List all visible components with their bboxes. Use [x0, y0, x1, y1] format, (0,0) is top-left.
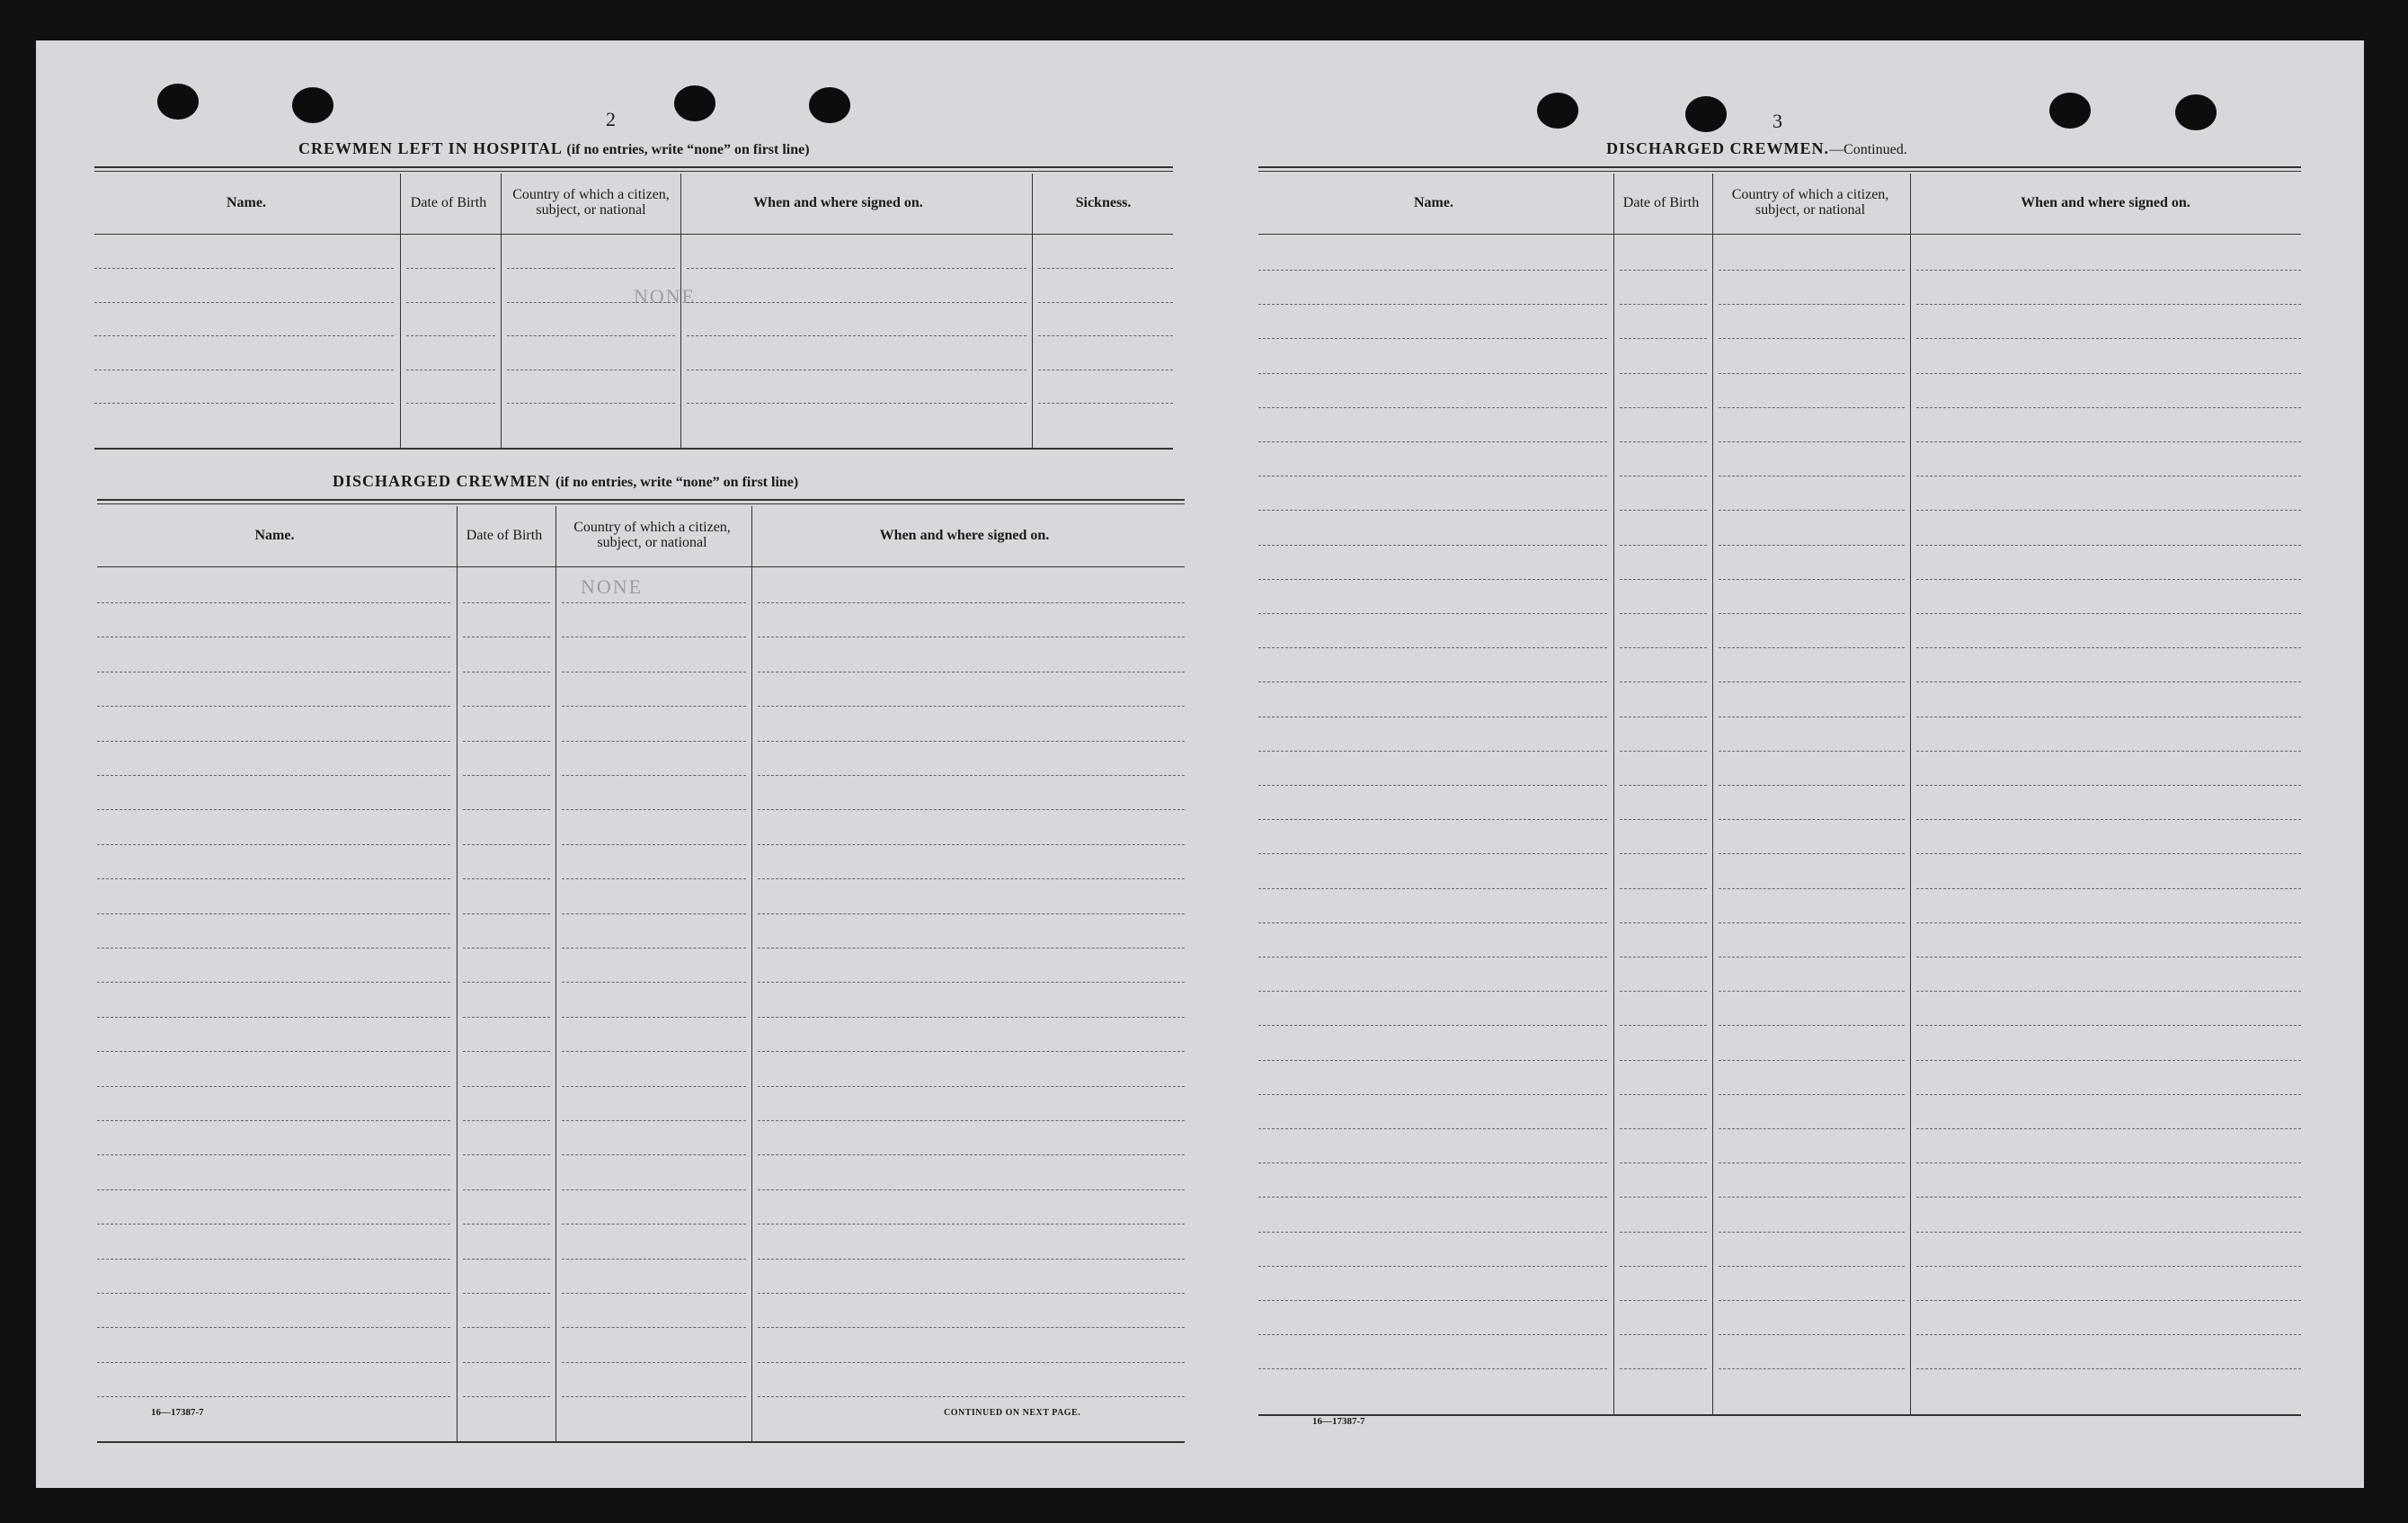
entry-line: [1620, 922, 1707, 923]
column-header-signed-on: When and where signed on.: [753, 194, 923, 210]
hospital-section-title: [298, 139, 810, 158]
entry-line: [758, 1293, 1185, 1294]
entry-line: [1258, 785, 1607, 786]
column-header-date-of-birth: Date of Birth: [410, 194, 487, 210]
entry-line: [463, 741, 550, 742]
entry-line: [463, 1259, 550, 1260]
discharged-continued-title-text: DISCHARGED CREWMEN.: [1606, 139, 1830, 157]
entry-line: [758, 1017, 1185, 1018]
entry-line: [97, 1293, 450, 1294]
column-divider: [1613, 174, 1614, 1416]
discharged-title-text: DISCHARGED CREWMEN: [333, 472, 551, 490]
punch-hole: [2049, 93, 2091, 129]
entry-line: [1258, 579, 1607, 580]
entry-line: [758, 948, 1185, 949]
entry-line: [1719, 1025, 1905, 1026]
column-header-signed-on: When and where signed on.: [879, 527, 1050, 543]
entry-line: [1916, 613, 2301, 614]
column-divider: [751, 506, 752, 1443]
entry-line: [97, 809, 450, 810]
entry-line: [406, 268, 495, 269]
entry-line: [1719, 545, 1905, 546]
punch-hole: [292, 87, 333, 123]
entry-line: [1258, 1368, 1607, 1369]
table-rule: [94, 171, 1173, 172]
entry-line: [1620, 819, 1707, 820]
entry-line: [1258, 1334, 1607, 1335]
entry-line: [406, 403, 495, 404]
entry-line: [1620, 613, 1707, 614]
entry-line: [1258, 1025, 1607, 1026]
entry-line: [1258, 270, 1607, 271]
form-number: 16—17387-7: [1312, 1416, 1365, 1427]
entry-line: [1719, 1300, 1905, 1301]
entry-line: [562, 741, 746, 742]
page-number: 2: [606, 108, 616, 130]
entry-line: [687, 335, 1026, 336]
column-divider: [501, 174, 502, 448]
entry-line: [507, 403, 675, 404]
entry-line: [758, 1120, 1185, 1121]
entry-line: [1916, 270, 2301, 271]
entry-line: [463, 1293, 550, 1294]
entry-line: [1916, 922, 2301, 923]
entry-line: [1620, 1197, 1707, 1198]
entry-line: [463, 1396, 550, 1397]
entry-line: [1258, 304, 1607, 305]
entry-line: [97, 1224, 450, 1225]
entry-line: [1916, 510, 2301, 511]
entry-line: [97, 1362, 450, 1363]
entry-line: [97, 706, 450, 707]
entry-line: [1258, 1060, 1607, 1061]
entry-line: [687, 403, 1026, 404]
entry-line: [1620, 1300, 1707, 1301]
entry-line: [1719, 1232, 1905, 1233]
entry-line: [1916, 888, 2301, 889]
entry-line: [1038, 302, 1173, 303]
entry-line: [1620, 785, 1707, 786]
entry-line: [507, 335, 675, 336]
entry-line: [1719, 1266, 1905, 1267]
discharged-table: [97, 499, 1185, 1443]
entry-line: [1620, 407, 1707, 408]
entry-line: [1258, 819, 1607, 820]
entry-line: [1258, 888, 1607, 889]
entry-line: [507, 302, 675, 303]
discharged-section-title: [333, 472, 798, 491]
entry-line: [1719, 1094, 1905, 1095]
hospital-table: [94, 166, 1173, 450]
entry-line: [758, 878, 1185, 879]
column-header-date-of-birth: Date of Birth: [1622, 194, 1700, 210]
entry-line: [758, 1224, 1185, 1225]
entry-line: [1916, 647, 2301, 648]
entry-line: [1620, 270, 1707, 271]
entry-line: [1258, 545, 1607, 546]
entry-line: [1719, 1162, 1905, 1163]
table-foot-rule: [97, 1441, 1185, 1443]
entry-line: [1719, 441, 1905, 442]
entry-line: [1719, 1334, 1905, 1335]
entry-line: [97, 775, 450, 776]
table-foot-rule: [94, 448, 1173, 450]
column-divider: [1910, 174, 1911, 1416]
column-divider: [1712, 174, 1713, 1416]
entry-line: [463, 878, 550, 879]
entry-line: [758, 1396, 1185, 1397]
column-divider: [1032, 174, 1033, 448]
entry-line: [1916, 785, 2301, 786]
entry-line: [1916, 304, 2301, 305]
entry-line: [97, 948, 450, 949]
entry-line: [758, 775, 1185, 776]
entry-line: [1719, 819, 1905, 820]
entry-line: [562, 878, 746, 879]
entry-line: [1258, 991, 1607, 992]
entry-line: [463, 1224, 550, 1225]
entry-line: [562, 982, 746, 983]
entry-line: [1258, 1300, 1607, 1301]
entry-line: [1719, 270, 1905, 271]
entry-line: [1719, 338, 1905, 339]
entry-line: [1916, 1128, 2301, 1129]
table-foot-rule: [1258, 1414, 2301, 1416]
entry-line: [1916, 1094, 2301, 1095]
entry-line: [1916, 579, 2301, 580]
table-rule: [97, 503, 1185, 504]
entry-line: [97, 1189, 450, 1190]
entry-line: [562, 1017, 746, 1018]
entry-line: [1258, 1162, 1607, 1163]
entry-line: [758, 982, 1185, 983]
entry-line: [1620, 545, 1707, 546]
entry-line: [758, 1086, 1185, 1087]
entry-line: [1719, 991, 1905, 992]
entry-line: [758, 706, 1185, 707]
entry-line: [1916, 1368, 2301, 1369]
entry-line: [463, 809, 550, 810]
entry-line: [1258, 338, 1607, 339]
entry-line: [1916, 1300, 2301, 1301]
entry-line: [1719, 888, 1905, 889]
entry-line: [1719, 579, 1905, 580]
document-sheet: [36, 40, 2364, 1488]
entry-line: [758, 1362, 1185, 1363]
entry-line: [1719, 785, 1905, 786]
entry-line: [1620, 1128, 1707, 1129]
entry-line: [1916, 1060, 2301, 1061]
entry-line: [1916, 338, 2301, 339]
entry-line: [1620, 510, 1707, 511]
entry-line: [97, 878, 450, 879]
entry-line: [97, 602, 450, 603]
entry-line: [97, 1396, 450, 1397]
entry-line: [562, 1327, 746, 1328]
page-number: 3: [1773, 110, 1782, 132]
entry-line: [1916, 681, 2301, 682]
entry-line: [463, 913, 550, 914]
punch-hole: [2175, 94, 2217, 130]
entry-line: [1719, 407, 1905, 408]
discharged-continued-title: [1606, 139, 1907, 158]
column-divider: [680, 174, 681, 448]
entry-line: [562, 602, 746, 603]
entry-line: [1258, 407, 1607, 408]
punch-hole: [1537, 93, 1578, 129]
column-header-sickness: Sickness.: [1075, 194, 1132, 210]
entry-line: [562, 1154, 746, 1155]
entry-line: [562, 844, 746, 845]
entry-line: [97, 844, 450, 845]
entry-line: [97, 982, 450, 983]
entry-line: [1719, 1128, 1905, 1129]
column-header-date-of-birth: Date of Birth: [466, 527, 543, 543]
entry-line: [758, 1189, 1185, 1190]
entry-line: [1719, 922, 1905, 923]
entry-line: [1719, 681, 1905, 682]
punch-hole: [1685, 96, 1727, 132]
entry-line: [1719, 613, 1905, 614]
entry-line: [1038, 268, 1173, 269]
entry-line: [97, 1120, 450, 1121]
punch-hole: [809, 87, 850, 123]
entry-line: [562, 913, 746, 914]
table-rule: [97, 499, 1185, 501]
entry-line: [1620, 1094, 1707, 1095]
entry-line: [1620, 373, 1707, 374]
entry-line: [1719, 1368, 1905, 1369]
entry-line: [1719, 373, 1905, 374]
entry-line: [1258, 373, 1607, 374]
entry-line: [562, 775, 746, 776]
entry-line: [1258, 853, 1607, 854]
entry-line: [463, 706, 550, 707]
entry-line: [562, 1396, 746, 1397]
entry-line: [1258, 751, 1607, 752]
entry-line: [687, 268, 1026, 269]
entry-line: [463, 1189, 550, 1190]
entry-line: [1916, 1232, 2301, 1233]
punch-hole: [157, 84, 199, 120]
entry-line: [507, 268, 675, 269]
entry-line: [758, 741, 1185, 742]
entry-line: [463, 1327, 550, 1328]
entry-line: [97, 1086, 450, 1087]
entry-line: [562, 1120, 746, 1121]
entry-line: [463, 775, 550, 776]
entry-line: [1620, 1060, 1707, 1061]
hospital-title-text: CREWMEN LEFT IN HOSPITAL: [298, 139, 562, 157]
entry-line: [1258, 510, 1607, 511]
entry-line: [1258, 1128, 1607, 1129]
entry-line: [1258, 1266, 1607, 1267]
column-header-name: Name.: [254, 527, 295, 543]
entry-line: [1916, 545, 2301, 546]
entry-line: [97, 913, 450, 914]
entry-line: [1620, 1162, 1707, 1163]
entry-line: [97, 1154, 450, 1155]
entry-line: [1258, 681, 1607, 682]
entry-line: [97, 1327, 450, 1328]
entry-line: [562, 1362, 746, 1363]
entry-line: [1620, 1368, 1707, 1369]
entry-line: [1916, 441, 2301, 442]
entry-line: [1258, 647, 1607, 648]
entry-line: [687, 302, 1026, 303]
entry-line: [1719, 1197, 1905, 1198]
header-rule: [94, 234, 1173, 235]
hospital-title-note: (if no entries, write “none” on first line): [566, 142, 810, 157]
entry-line: [463, 1362, 550, 1363]
discharged-continued-table: [1258, 166, 2301, 1416]
entry-line: [1620, 751, 1707, 752]
entry-line: [1620, 888, 1707, 889]
entry-line: [1038, 403, 1173, 404]
entry-line: [562, 1189, 746, 1190]
form-number: 16—17387-7: [151, 1407, 204, 1418]
entry-line: [1916, 751, 2301, 752]
none-stamp: NONE: [634, 285, 697, 307]
column-header-country: Country of which a citizen, subject, or national: [512, 187, 670, 218]
entry-line: [758, 913, 1185, 914]
column-divider: [400, 174, 401, 448]
entry-line: [1916, 407, 2301, 408]
entry-line: [1916, 819, 2301, 820]
entry-line: [562, 1086, 746, 1087]
entry-line: [1258, 1094, 1607, 1095]
column-header-country: Country of which a citizen, subject, or national: [573, 520, 731, 550]
entry-line: [562, 1224, 746, 1225]
entry-line: [97, 1017, 450, 1018]
column-header-name: Name.: [227, 194, 266, 210]
discharged-title-note: (if no entries, write “none” on first line): [555, 475, 799, 490]
entry-line: [1258, 441, 1607, 442]
none-stamp: NONE: [581, 575, 644, 598]
entry-line: [463, 1086, 550, 1087]
entry-line: [758, 844, 1185, 845]
entry-line: [562, 1051, 746, 1052]
entry-line: [562, 706, 746, 707]
table-rule: [1258, 171, 2301, 172]
entry-line: [562, 1293, 746, 1294]
entry-line: [463, 982, 550, 983]
entry-line: [1916, 373, 2301, 374]
column-header-name: Name.: [1414, 194, 1453, 210]
entry-line: [1620, 579, 1707, 580]
entry-line: [1620, 681, 1707, 682]
entry-line: [1620, 991, 1707, 992]
entry-line: [1258, 922, 1607, 923]
entry-line: [94, 335, 394, 336]
entry-line: [758, 1327, 1185, 1328]
entry-line: [1258, 1232, 1607, 1233]
entry-line: [1620, 338, 1707, 339]
entry-line: [562, 948, 746, 949]
entry-line: [1916, 1025, 2301, 1026]
continued-note: CONTINUED ON NEXT PAGE.: [944, 1408, 1081, 1418]
column-header-signed-on: When and where signed on.: [2021, 194, 2190, 210]
entry-line: [758, 1154, 1185, 1155]
entry-line: [1258, 613, 1607, 614]
entry-line: [406, 302, 495, 303]
entry-line: [1719, 1060, 1905, 1061]
entry-line: [463, 948, 550, 949]
entry-line: [1620, 1232, 1707, 1233]
entry-line: [1620, 647, 1707, 648]
entry-line: [1719, 853, 1905, 854]
entry-line: [1916, 1266, 2301, 1267]
entry-line: [463, 602, 550, 603]
entry-line: [97, 1051, 450, 1052]
entry-line: [758, 1259, 1185, 1260]
entry-line: [463, 1154, 550, 1155]
entry-line: [1719, 751, 1905, 752]
header-rule: [97, 566, 1185, 567]
entry-line: [1258, 1197, 1607, 1198]
entry-line: [463, 1120, 550, 1121]
entry-line: [1038, 335, 1173, 336]
entry-line: [1719, 647, 1905, 648]
entry-line: [94, 403, 394, 404]
entry-line: [1620, 1025, 1707, 1026]
entry-line: [94, 268, 394, 269]
entry-line: [1620, 853, 1707, 854]
entry-line: [1719, 510, 1905, 511]
entry-line: [1916, 1197, 2301, 1198]
entry-line: [1916, 1162, 2301, 1163]
continued-suffix: —Continued.: [1829, 142, 1907, 157]
entry-line: [758, 809, 1185, 810]
entry-line: [1620, 441, 1707, 442]
entry-line: [463, 1051, 550, 1052]
column-header-country: Country of which a citizen, subject, or national: [1731, 187, 1889, 218]
entry-line: [1916, 991, 2301, 992]
column-divider: [457, 506, 458, 1443]
table-rule: [1258, 166, 2301, 168]
entry-line: [758, 602, 1185, 603]
header-rule: [1258, 234, 2301, 235]
entry-line: [97, 1259, 450, 1260]
entry-line: [463, 1017, 550, 1018]
column-divider: [555, 506, 556, 1443]
entry-line: [1719, 304, 1905, 305]
entry-line: [758, 1051, 1185, 1052]
entry-line: [1620, 1334, 1707, 1335]
entry-line: [562, 809, 746, 810]
punch-hole: [674, 85, 715, 121]
entry-line: [97, 741, 450, 742]
entry-line: [406, 335, 495, 336]
entry-line: [1620, 304, 1707, 305]
entry-line: [1916, 1334, 2301, 1335]
entry-line: [1916, 853, 2301, 854]
entry-line: [94, 302, 394, 303]
table-rule: [94, 166, 1173, 168]
entry-line: [1620, 1266, 1707, 1267]
entry-line: [562, 1259, 746, 1260]
entry-line: [463, 844, 550, 845]
